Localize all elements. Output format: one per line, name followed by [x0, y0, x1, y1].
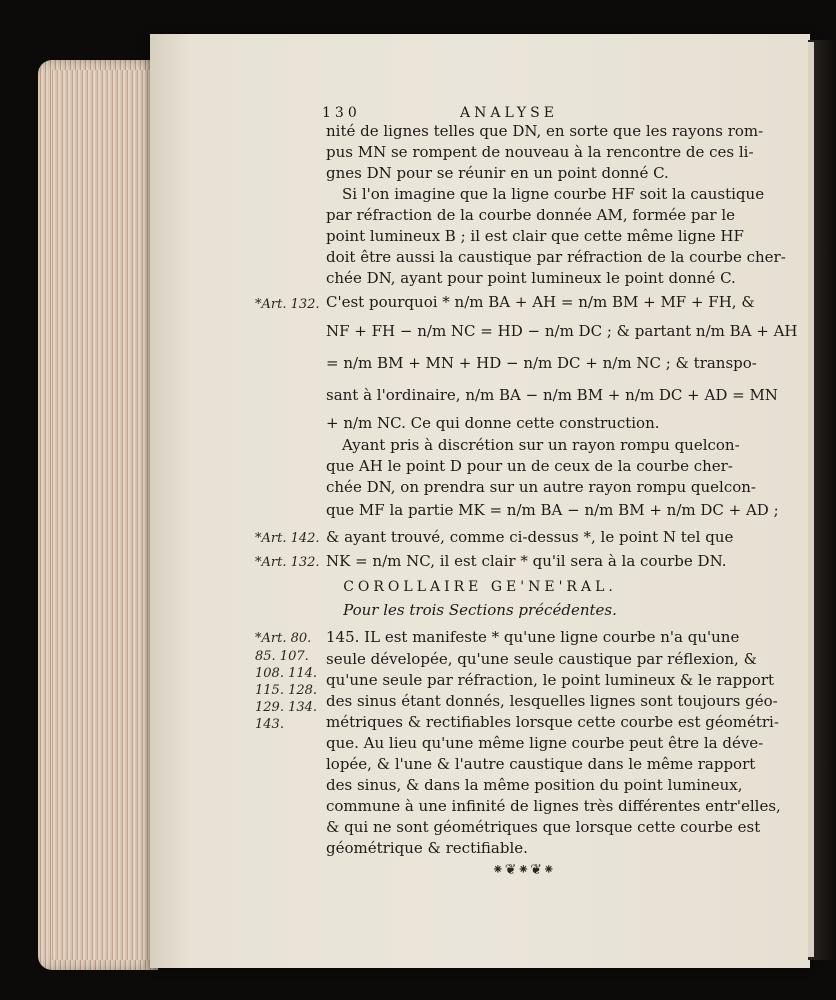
corollary-line: 145. IL est manifeste * qu'une ligne courbe n'a qu'une	[326, 628, 740, 646]
body-line: point lumineux B ; il est clair que cette même ligne HF	[326, 227, 744, 245]
corollary-line: lopée, & l'une & l'autre caustique dans le même rapport	[326, 755, 756, 773]
body-line: que AH le point D pour un de ceux de la courbe cher-	[326, 457, 733, 475]
body-line: que MF la partie MK = n/m BA − n/m BM + n/m DC + AD ;	[326, 501, 779, 519]
body-line: NF + FH − n/m NC = HD − n/m DC ; & partant n/m BA + AH	[326, 322, 798, 340]
body-line: gnes DN pour se réunir en un point donné C.	[326, 164, 669, 182]
body-line: + n/m NC. Ce qui donne cette construction.	[326, 414, 660, 432]
margin-note: 108. 114.	[255, 666, 318, 681]
corollary-line: qu'une seule par réfraction, le point lumineux & le rapport	[326, 671, 775, 689]
section-subtitle: Pour les trois Sections précédentes.	[343, 601, 617, 619]
page-number: 130	[322, 105, 361, 121]
body-line: par réfraction de la courbe donnée AM, formée par le	[326, 206, 736, 224]
section-title: COROLLAIRE GE'NE'RAL.	[343, 579, 617, 595]
ornament-tailpiece: ⁕❦⁕❦⁕	[492, 862, 556, 878]
body-line: doit être aussi la caustique par réfraction de la courbe cher-	[326, 248, 786, 266]
body-line: nité de lignes telles que DN, en sorte que les rayons rom-	[326, 122, 764, 140]
margin-note: *Art. 142.	[255, 531, 320, 546]
body-line: C'est pourquoi * n/m BA + AH = n/m BM + MF + FH, &	[326, 293, 755, 311]
running-title: ANALYSE	[460, 105, 558, 121]
margin-note: 143.	[255, 717, 284, 732]
body-line: = n/m BM + MN + HD − n/m DC + n/m NC ; & transpo-	[326, 354, 757, 372]
margin-note: 85. 107.	[255, 649, 309, 664]
body-line: & ayant trouvé, comme ci-dessus *, le point N tel que	[326, 528, 734, 546]
body-line: Si l'on imagine que la ligne courbe HF soit la caustique	[342, 185, 765, 203]
corollary-line: métriques & rectifiables lorsque cette courbe est géométri-	[326, 713, 779, 731]
body-line: sant à l'ordinaire, n/m BA − n/m BM + n/m DC + AD = MN	[326, 386, 778, 404]
corollary-line: des sinus, & dans la même position du point lumineux,	[326, 776, 743, 794]
corollary-line: des sinus étant donnés, lesquelles lignes sont toujours géo-	[326, 692, 778, 710]
body-line: pus MN se rompent de nouveau à la rencontre de ces li-	[326, 143, 754, 161]
corollary-line: seule dévelopée, qu'une seule caustique par réflexion, &	[326, 650, 757, 668]
margin-note: *Art. 132.	[255, 555, 320, 570]
corollary-line: commune à une infinité de lignes très différentes entr'elles,	[326, 797, 781, 815]
body-line: chée DN, ayant pour point lumineux le point donné C.	[326, 269, 736, 287]
page-block-edge-inner	[52, 70, 156, 960]
corollary-line: géométrique & rectifiable.	[326, 839, 528, 857]
margin-note: *Art. 80.	[255, 631, 312, 646]
corollary-line: que. Au lieu qu'une même ligne courbe peut être la déve-	[326, 734, 764, 752]
body-line: NK = n/m NC, il est clair * qu'il sera à la courbe DN.	[326, 552, 727, 570]
margin-note: *Art. 132.	[255, 297, 320, 312]
body-line: Ayant pris à discrétion sur un rayon rompu quelcon-	[342, 436, 740, 454]
margin-note: 115. 128.	[255, 683, 318, 698]
facing-page-edge	[808, 42, 814, 957]
body-line: chée DN, on prendra sur un autre rayon rompu quelcon-	[326, 478, 756, 496]
margin-note: 129. 134.	[255, 700, 318, 715]
corollary-line: & qui ne sont géométriques que lorsque cette courbe est	[326, 818, 761, 836]
